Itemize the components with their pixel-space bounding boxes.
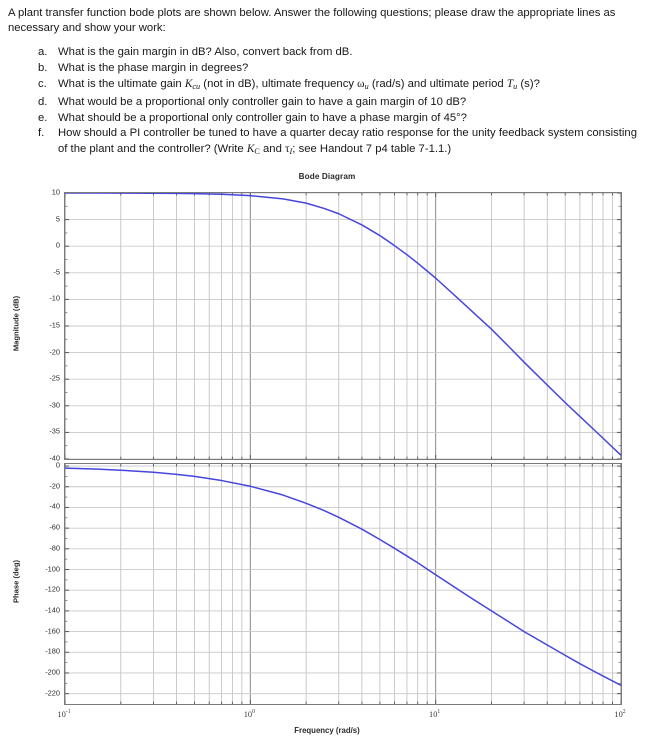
magnitude-ytick-label: -35	[49, 426, 60, 436]
magnitude-ytick-label: -25	[49, 373, 60, 383]
symbol-Tu-sub: u	[513, 82, 518, 92]
phase-axes	[64, 463, 622, 705]
item-text-c-post: (not in dB), ultimate frequency	[200, 78, 358, 90]
magnitude-y-axis-title: Magnitude (dB)	[11, 295, 21, 352]
symbol-omega-u-sub: u	[364, 82, 369, 92]
magnitude-ytick-label: 5	[55, 214, 60, 224]
item-text-f-post2: ; see Handout 7 p4 table 7-1.1.)	[292, 142, 452, 155]
phase-ytick-label: -20	[49, 481, 60, 491]
symbol-tau-sub: I	[289, 146, 293, 156]
question-item-f	[38, 126, 640, 159]
item-text-a: What is the gain margin in dB? Also, convert back from dB.	[58, 46, 353, 59]
phase-ytick-label: -60	[49, 522, 60, 532]
magnitude-ytick-label: 0	[55, 240, 60, 250]
item-marker-f: f.	[38, 127, 45, 140]
phase-ytick-label: -140	[45, 605, 60, 615]
magnitude-axes	[64, 192, 622, 460]
item-text-c-pre: What is the ultimate gain	[58, 78, 185, 90]
phase-ytick-label: -220	[45, 688, 60, 698]
phase-ytick-label: -180	[45, 646, 60, 656]
question-block	[0, 0, 654, 159]
chart-title: Bode Diagram	[298, 172, 356, 181]
question-item-d	[38, 95, 640, 110]
symbol-Kc-sub: C	[254, 146, 260, 156]
item-marker-b: b.	[38, 62, 48, 75]
question-list	[8, 45, 640, 159]
phase-ytick-label: 0	[55, 460, 60, 470]
item-marker-a: a.	[38, 46, 48, 59]
symbol-Kcu-base: K	[184, 78, 193, 90]
phase-ytick-label: -80	[49, 543, 60, 553]
phase-curve	[65, 464, 621, 704]
item-marker-c: c.	[38, 78, 47, 90]
item-text-c-post2: (rad/s) and ultimate period	[368, 78, 507, 90]
item-text-f-pre: How should a PI controller be tuned to have a quarter decay ratio response for the unity feedback system consisting of the plant and the controller? (Write	[58, 127, 637, 155]
phase-ytick-label: -200	[45, 667, 60, 677]
x-axis-title: Frequency (rad/s)	[294, 726, 360, 735]
question-item-c	[38, 77, 640, 94]
magnitude-ytick-label: -10	[49, 293, 60, 303]
bode-diagram-figure	[0, 168, 654, 744]
phase-ytick-label: -160	[45, 626, 60, 636]
x-tick-label: $10^{-1}$	[57, 709, 71, 719]
x-tick-label: $10^1$	[429, 709, 441, 719]
magnitude-ytick-label: 10	[51, 187, 60, 197]
symbol-Kc-base: K	[246, 142, 255, 155]
x-tick-label: $10^0$	[243, 709, 255, 719]
magnitude-ytick-label: -20	[49, 347, 60, 357]
item-text-d: What would be a proportional only controller gain to have a gain margin of 10 dB?	[58, 95, 467, 108]
phase-ytick-label: -120	[45, 584, 60, 594]
phase-ytick-label: -40	[49, 501, 60, 511]
symbol-Tu-base: T	[506, 78, 514, 90]
item-text-b: What is the phase margin in degrees?	[58, 62, 249, 75]
magnitude-ytick-label: -5	[53, 267, 60, 277]
symbol-Kcu-sub: cu	[192, 82, 201, 92]
phase-y-axis-title: Phase (deg)	[11, 559, 21, 604]
intro-paragraph: A plant transfer function bode plots are shown below. Answer the following questions; please draw the appropriate lines as necessary and show your work:	[8, 7, 616, 35]
symbol-tau-base: τ	[285, 142, 290, 155]
phase-ytick-label: -100	[45, 564, 60, 574]
magnitude-ytick-label: -30	[49, 400, 60, 410]
item-marker-d: d.	[38, 95, 48, 108]
magnitude-ytick-label: -40	[49, 453, 60, 463]
x-tick-label: $10^2$	[614, 709, 626, 719]
magnitude-ytick-label: -15	[49, 320, 60, 330]
item-text-e: What should be a proportional only controller gain to have a phase margin of 45°?	[58, 111, 467, 124]
item-marker-e: e.	[38, 111, 48, 124]
symbol-omega-u-base: ω	[357, 78, 365, 90]
question-item-b	[38, 61, 640, 76]
question-item-e	[38, 111, 640, 126]
question-item-a	[38, 45, 640, 60]
magnitude-curve	[65, 193, 621, 459]
item-text-c-post3: (s)?	[517, 78, 540, 90]
item-text-f-post: and	[259, 142, 285, 155]
